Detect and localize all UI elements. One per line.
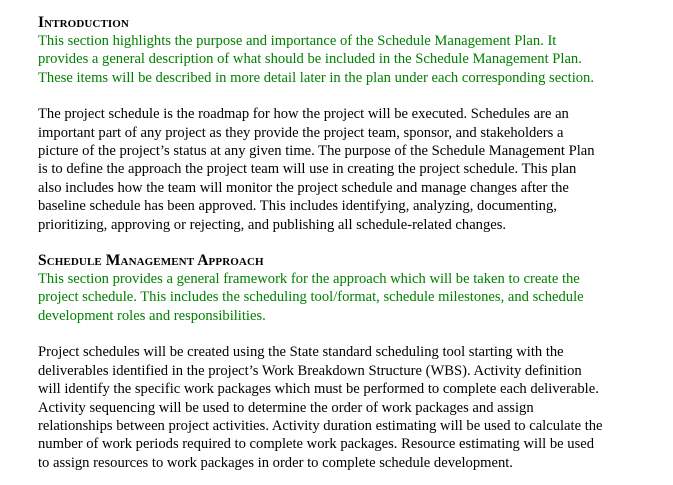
section-heading-schedule-management-approach: Schedule Management Approach	[38, 252, 264, 270]
section-schedule-management-approach	[38, 252, 670, 472]
body-line: is to define the approach the project team will use in creating the project schedule. This plan	[38, 161, 577, 178]
body-line: Activity sequencing will be used to determine the order of work packages and assign	[38, 399, 534, 416]
body-line: Project schedules will be created using the State standard scheduling tool starting with the	[38, 344, 564, 361]
body-line: relationships between project activities. Activity duration estimating will be used to calculate the	[38, 417, 603, 434]
body-line: deliverables identified in the project’s Work Breakdown Structure (WBS). Activity definition	[38, 362, 582, 379]
document-page	[38, 14, 670, 472]
body-line: number of work periods required to complete work packages. Resource estimating will be used	[38, 436, 595, 453]
guidance-text-introduction	[38, 32, 670, 87]
guidance-line: This section provides a general framework for the approach which will be taken to create the	[38, 271, 580, 288]
guidance-line: development roles and responsibilities.	[38, 307, 266, 324]
guidance-line: provides a general description of what should be included in the Schedule Management Plan.	[38, 51, 582, 68]
body-paragraph-schedule-management-approach	[38, 343, 670, 472]
body-line: baseline schedule has been approved. This includes identifying, analyzing, documenting,	[38, 198, 557, 215]
body-line: prioritizing, approving or rejecting, and publishing all schedule-related changes.	[38, 216, 507, 233]
paragraph-spacer	[38, 325, 670, 343]
guidance-line: This section highlights the purpose and importance of the Schedule Management Plan. It	[38, 33, 557, 49]
guidance-line: project schedule. This includes the scheduling tool/format, schedule milestones, and schedule	[38, 289, 584, 306]
body-paragraph-introduction	[38, 105, 670, 234]
guidance-text-schedule-management-approach	[38, 270, 670, 325]
body-line: to assign resources to work packages in order to complete schedule development.	[38, 454, 513, 471]
paragraph-spacer	[38, 87, 670, 105]
guidance-line: These items will be described in more detail later in the plan under each corresponding section.	[38, 69, 594, 86]
body-line: also includes how the team will monitor the project schedule and manage changes after the	[38, 179, 569, 196]
section-spacer	[38, 234, 670, 252]
section-introduction	[38, 14, 670, 234]
body-line: picture of the project’s status at any given time. The purpose of the Schedule Management Plan	[38, 143, 595, 160]
body-line: important part of any project as they provide the project team, sponsor, and stakeholders a	[38, 124, 564, 141]
section-heading-introduction: Introduction	[38, 14, 129, 31]
body-line: The project schedule is the roadmap for how the project will be executed. Schedules are an	[38, 106, 569, 123]
body-line: will identify the specific work packages which must be performed to complete each deliverable.	[38, 381, 599, 398]
